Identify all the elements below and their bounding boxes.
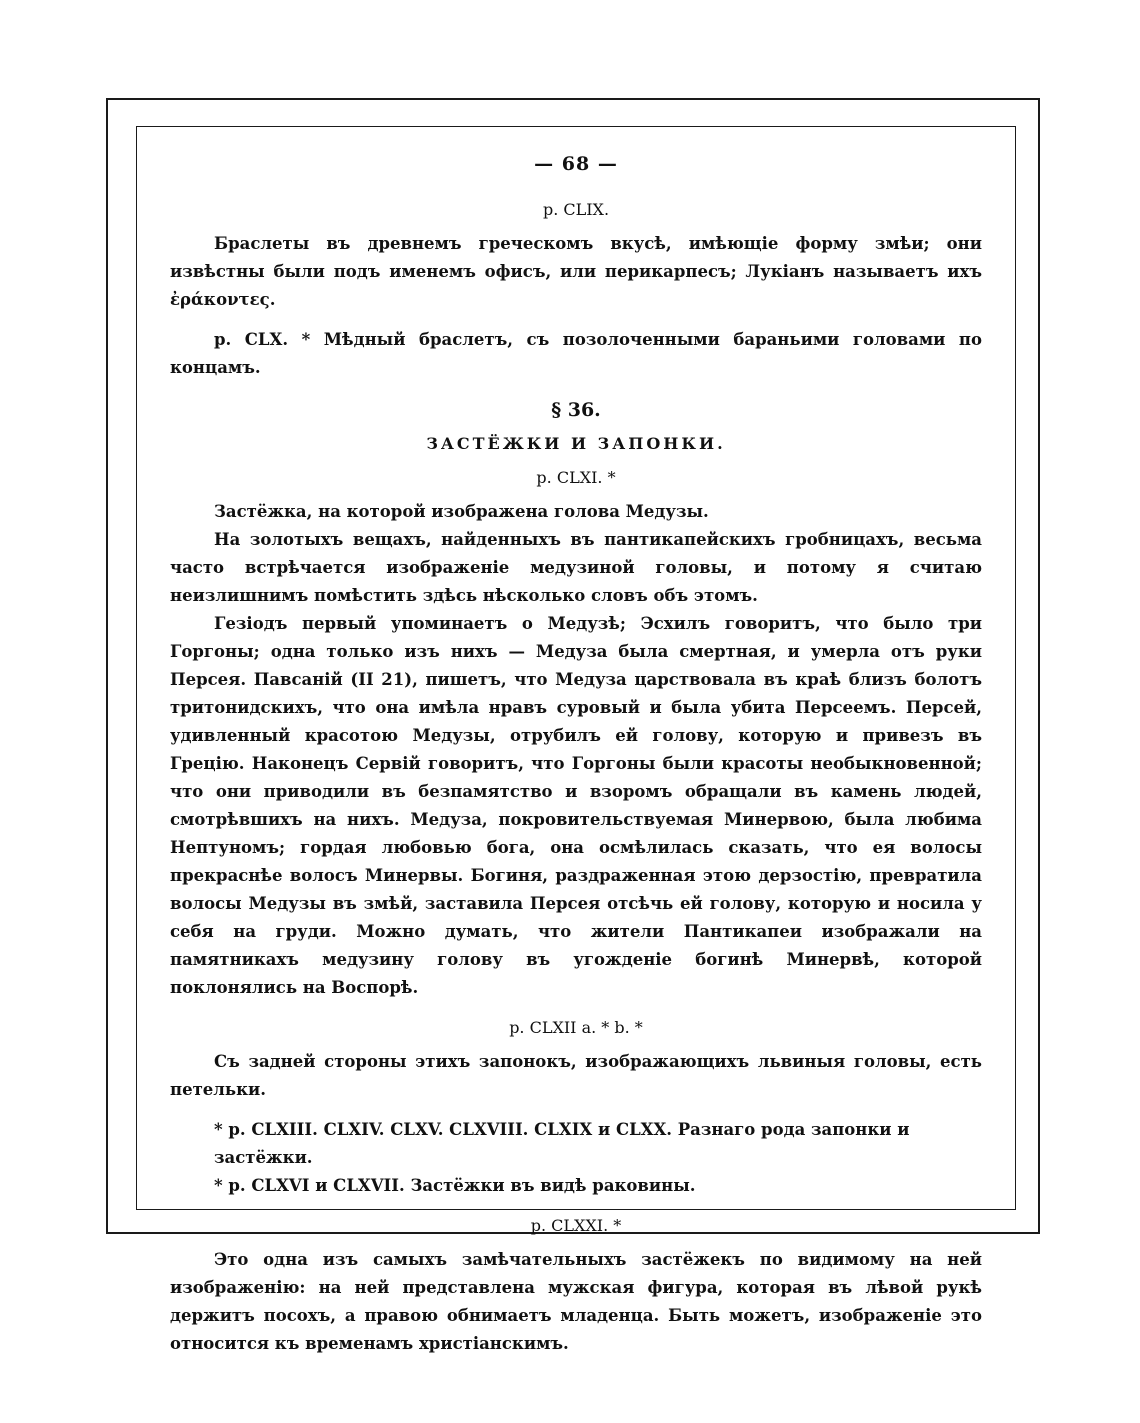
paragraph-161-a: На золотыхъ вещахъ, найденныхъ въ пантикапейскихъ гробницахъ, весьма часто встрѣчается изображеніе медузиной головы, и потому я считаю неизлишнимъ помѣстить здѣсь нѣсколько словъ объ этомъ. <box>170 530 982 605</box>
page-number: — 68 — <box>534 153 618 175</box>
paragraph-162: Съ задней стороны этихъ запонокъ, изображающихъ львиныя головы, есть петельки. <box>170 1052 982 1099</box>
paragraph-159: Браслеты въ древнемъ греческомъ вкусѣ, имѣющіе форму змѣи; они извѣстны были подъ именемъ офисъ, или перикарпесъ; Лукіанъ называетъ ихъ ἐράκοντες. <box>170 234 982 309</box>
paragraph-160: р. CLX. * Мѣдный браслетъ, съ позолоченными бараньими головами по концамъ. <box>170 330 982 377</box>
plate-ref-159: р. CLIX. <box>542 200 610 219</box>
plate-ref-171: р. CLXXI. * <box>530 1216 622 1235</box>
plate-ref-162: р. CLXII а. * b. * <box>509 1018 643 1037</box>
page-content <box>170 150 982 1358</box>
plate-ref-161: р. CLXI. * <box>536 468 616 487</box>
paragraph-161-b: Гезіодъ первый упоминаетъ о Медузѣ; Эсхилъ говоритъ, что было три Горгоны; одна только изъ нихъ — Медуза была смертная, и умерла отъ руки Персея. Павсаній (II 21), пишетъ, что Медуза царствовала въ краѣ близъ болотъ тритонидскихъ, что она имѣла нравъ суровый и была убита Персеемъ. Персей, удивленный красотою Медузы, отрубилъ ей голову, которую и привезъ въ Грецію. Наконецъ Сервій говоритъ, что Горгоны были красоты необыкновенной; что они приводили въ безпамятство и взоромъ обращали въ камень людей, смотрѣвшихъ на нихъ. Медуза, покровительствуемая Минервою, была любима Нептуномъ; гордая любовью бога, она осмѣлилась сказать, что ея волосы прекраснѣе волосъ Минервы. Богиня, раздраженная этою дерзостію, превратила волосы Медузы въ змѣй, заставила Персея отсѣчь ей голову, которую и носила у себя на груди. Можно думать, что жители Пантикапеи изображали на памятникахъ медузину голову въ угожденіе богинѣ Минервѣ, которой поклонялись на Воспорѣ. <box>170 614 982 997</box>
section-number: § 36. <box>551 399 601 421</box>
list-item-1: * р. CLXIII. CLXIV. CLXV. CLXVIII. CLXIX и CLXX. Разнаго рода запонки и застёжки. <box>214 1120 910 1167</box>
list-item-2: * р. CLXVI и CLXVII. Застёжки въ видѣ раковины. <box>214 1176 696 1195</box>
section-title: ЗАСТЁЖКИ И ЗАПОНКИ. <box>426 434 726 453</box>
caption-161: Застёжка, на которой изображена голова Медузы. <box>214 502 709 521</box>
paragraph-171: Это одна изъ самыхъ замѣчательныхъ застёжекъ по видимому на ней изображенію: на ней представлена мужская фигура, которая въ лѣвой рукѣ держитъ посохъ, а правою обнимаетъ младенца. Быть можетъ, изображеніе это относится къ временамъ христіанскимъ. <box>170 1250 982 1353</box>
